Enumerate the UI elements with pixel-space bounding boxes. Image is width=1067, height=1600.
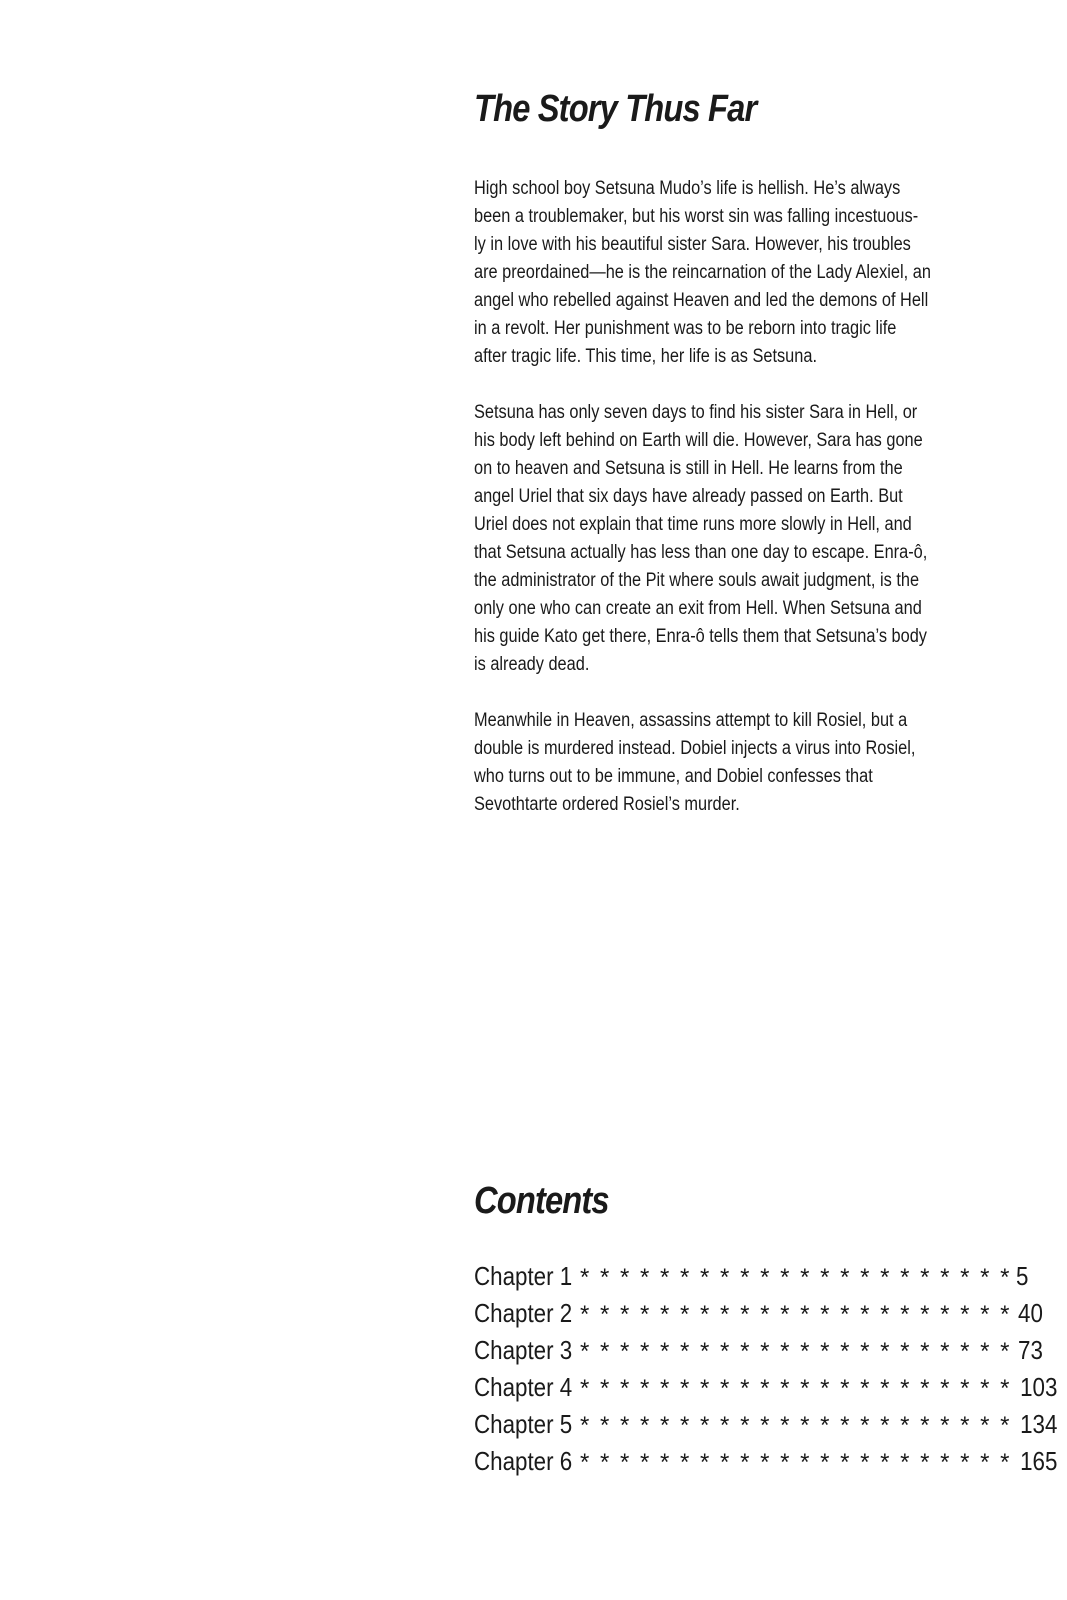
story-paragraph (474, 707, 947, 819)
dot-leader: * * * * * * * * * * * * * * * * * * * * * * (580, 1449, 1012, 1476)
toc-entry[interactable] (474, 1295, 1043, 1332)
text-line: Sevothtarte ordered Rosiel’s murder. (474, 794, 740, 815)
story-paragraph (474, 399, 947, 679)
text-line: High school boy Setsuna Mudo’s life is hellish. He’s always (474, 178, 901, 199)
page-number: 103 (1019, 1372, 1057, 1402)
text-line: on to heaven and Setsuna is still in Hell. He learns from the (474, 458, 903, 479)
table-of-contents (474, 1258, 1057, 1480)
dot-leader: * * * * * * * * * * * * * * * * * * * * * * (580, 1375, 1012, 1402)
text-line: Setsuna has only seven days to find his sister Sara in Hell, or (474, 402, 918, 423)
text-line: his body left behind on Earth will die. However, Sara has gone (474, 430, 923, 451)
chapter-label: Chapter 5 (474, 1409, 573, 1439)
text-line: his guide Kato get there, Enra-ô tells them that Setsuna’s body (474, 626, 927, 647)
text-line: angel who rebelled against Heaven and led the demons of Hell (474, 290, 929, 311)
page-number: 40 (1017, 1298, 1043, 1328)
contents-title: Contents (474, 1180, 609, 1222)
chapter-label: Chapter 4 (474, 1372, 573, 1402)
text-line: double is murdered instead. Dobiel injects a virus into Rosiel, (474, 738, 916, 759)
chapter-label: Chapter 1 (474, 1261, 573, 1291)
page-number: 134 (1019, 1409, 1057, 1439)
text-line: are preordained—he is the reincarnation of the Lady Alexiel, an (474, 262, 931, 283)
page-number: 5 (1015, 1261, 1028, 1291)
toc-entry[interactable] (474, 1369, 1057, 1406)
toc-entry[interactable] (474, 1258, 1028, 1295)
toc-entry[interactable] (474, 1332, 1043, 1369)
toc-entry[interactable] (474, 1443, 1057, 1480)
text-line: been a troublemaker, but his worst sin was falling incestuous- (474, 206, 919, 227)
text-line: that Setsuna actually has less than one day to escape. Enra-ô, (474, 542, 928, 563)
text-line: angel Uriel that six days have already passed on Earth. But (474, 486, 903, 507)
page-number: 73 (1017, 1335, 1043, 1365)
page-number: 165 (1019, 1446, 1057, 1476)
toc-entry[interactable] (474, 1406, 1057, 1443)
story-body (474, 175, 1024, 847)
chapter-label: Chapter 2 (474, 1298, 573, 1328)
text-line: after tragic life. This time, her life is as Setsuna. (474, 346, 817, 367)
dot-leader: * * * * * * * * * * * * * * * * * * * * * * (580, 1338, 1012, 1365)
chapter-label: Chapter 3 (474, 1335, 573, 1365)
chapter-label: Chapter 6 (474, 1446, 573, 1476)
text-line: Meanwhile in Heaven, assassins attempt to kill Rosiel, but a (474, 710, 908, 731)
text-line: who turns out to be immune, and Dobiel confesses that (474, 766, 873, 787)
story-paragraph (474, 175, 947, 371)
text-line: ly in love with his beautiful sister Sara. However, his troubles (474, 234, 911, 255)
dot-leader: * * * * * * * * * * * * * * * * * * * * * * (580, 1412, 1012, 1439)
dot-leader: * * * * * * * * * * * * * * * * * * * * * * (580, 1301, 1012, 1328)
story-title: The Story Thus Far (474, 88, 757, 130)
text-line: only one who can create an exit from Hell. When Setsuna and (474, 598, 922, 619)
text-line: the administrator of the Pit where souls await judgment, is the (474, 570, 920, 591)
dot-leader: * * * * * * * * * * * * * * * * * * * * * * (580, 1264, 1012, 1291)
text-line: is already dead. (474, 654, 590, 675)
text-line: in a revolt. Her punishment was to be reborn into tragic life (474, 318, 897, 339)
text-line: Uriel does not explain that time runs more slowly in Hell, and (474, 514, 912, 535)
